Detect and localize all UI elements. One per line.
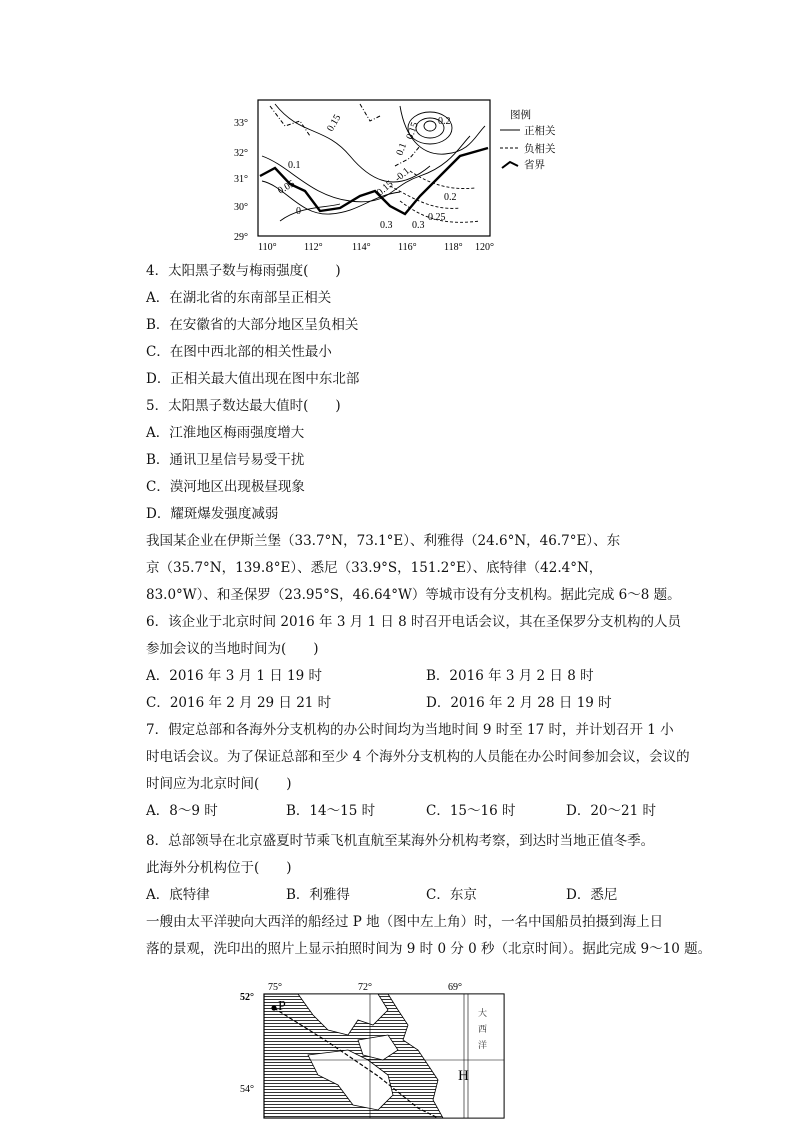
question-4-option-b: B．在安徽省的大部分地区呈负相关	[146, 317, 359, 333]
intro-6-8-line: 83.0°W）、和圣保罗（23.95°S，46.64°W）等城市设有分支机构。据此完成 6～8 题。	[146, 587, 681, 603]
legend-title: 图例	[510, 109, 531, 121]
question-5-option-b: B．通讯卫星信号易受干扰	[146, 452, 305, 468]
question-4-stem: 4．太阳黑子数与梅雨强度( )	[146, 263, 341, 279]
lat-tick: 30°	[234, 202, 248, 213]
lat-tick: 29°	[234, 232, 248, 243]
contour-label: 0.05	[276, 178, 297, 197]
contour-label: 0.3	[412, 220, 425, 231]
lat-tick: 31°	[234, 174, 248, 185]
contour-label: 0.25	[428, 212, 446, 223]
question-7-stem: 时电话会议。为了保证总部和至少 4 个海外分支机构的人员能在办公时间参加会议，会议的	[146, 749, 690, 765]
lon-tick: 114°	[352, 242, 371, 253]
legend-border-swatch	[502, 162, 518, 168]
strait-map	[238, 980, 514, 1120]
correlation-map	[230, 96, 570, 256]
question-6-option-a: A．2016 年 3 月 1 日 19 时	[146, 668, 323, 684]
question-6-stem: 参加会议的当地时间为( )	[146, 641, 319, 657]
question-8-stem: 8．总部领导在北京盛夏时节乘飞机直航至某海外分机构考察，到达时当地正值冬季。	[146, 833, 655, 849]
point-p-label: P	[278, 999, 286, 1014]
question-5-option-d: D．耀斑爆发强度减弱	[146, 506, 279, 522]
ocean-label: 大	[478, 1009, 488, 1019]
question-4-option-d: D．正相关最大值出现在图中东北部	[146, 371, 360, 387]
lon-tick: 72°	[358, 982, 372, 993]
contour-label: 0.2	[438, 116, 451, 127]
contour-label: 0.3	[380, 220, 393, 231]
contour-label: 0.15	[404, 120, 421, 142]
high-pressure-label: H	[458, 1068, 469, 1084]
point-p-marker	[271, 1005, 276, 1010]
lat-tick: 33°	[234, 118, 248, 129]
ocean-label: 西	[478, 1025, 488, 1035]
intro-6-8-line: 京（35.7°N，139.8°E）、悉尼（33.9°S，151.2°E）、底特律（42.4°N，	[146, 560, 603, 576]
question-8-option-d: D．悉尼	[566, 887, 618, 903]
contour-label: 0.2	[444, 192, 457, 203]
contour-label: 0.1	[288, 160, 301, 171]
ocean-label: 洋	[478, 1041, 488, 1051]
lat-tick: 52°	[240, 992, 254, 1003]
question-6-option-c: C．2016 年 2 月 29 日 21 时	[146, 695, 332, 711]
question-6-stem: 6．该企业于北京时间 2016 年 3 月 1 日 8 时召开电话会议，其在圣保罗分支机构的人员	[146, 614, 682, 630]
intro-9-10-line: 一艘由太平洋驶向大西洋的船经过 P 地（图中左上角）时，一名中国船员拍摄到海上日	[146, 914, 664, 930]
lon-tick: 75°	[268, 982, 282, 993]
contour-label: 0.1	[394, 141, 410, 158]
lat-tick: 32°	[234, 148, 248, 159]
legend-positive: 正相关	[524, 125, 556, 137]
question-7-option-d: D．20～21 时	[566, 803, 656, 819]
question-5-option-a: A．江淮地区梅雨强度增大	[146, 425, 305, 441]
contour-label: 0.15	[325, 112, 344, 134]
question-7-stem: 时间应为北京时间( )	[146, 776, 292, 792]
lon-tick: 69°	[448, 982, 462, 993]
question-7-option-b: B．14～15 时	[286, 803, 376, 819]
question-4-option-a: A．在湖北省的东南部呈正相关	[146, 290, 332, 306]
question-7-option-a: A．8～9 时	[146, 803, 218, 819]
lon-tick: 120°	[475, 242, 494, 253]
question-5-option-c: C．漠河地区出现极昼现象	[146, 479, 305, 495]
intro-6-8-line: 我国某企业在伊斯兰堡（33.7°N，73.1°E）、利雅得（24.6°N，46.7°E）、东	[146, 533, 621, 549]
contour-label: 0.15	[374, 178, 396, 199]
legend-border: 省界	[524, 159, 545, 171]
contour-label: -0.1	[392, 165, 413, 185]
question-6-option-b: B．2016 年 3 月 2 日 8 时	[426, 668, 594, 684]
question-8-option-b: B．利雅得	[286, 887, 350, 903]
question-7-option-c: C．15～16 时	[426, 803, 516, 819]
lon-tick: 118°	[444, 242, 463, 253]
lon-tick: 112°	[304, 242, 323, 253]
contour-label: 0	[296, 206, 301, 217]
question-5-stem: 5．太阳黑子数达最大值时( )	[146, 398, 341, 414]
question-7-stem: 7．假定总部和各海外分支机构的办公时间均为当地时间 9 时至 17 时，并计划召开 1 小	[146, 722, 674, 738]
question-8-option-c: C．东京	[426, 887, 477, 903]
question-4-option-c: C．在图中西北部的相关性最小	[146, 344, 332, 360]
question-6-option-d: D．2016 年 2 月 28 日 19 时	[426, 695, 612, 711]
lat-tick: 54°	[240, 1084, 254, 1095]
question-8-option-a: A．底特律	[146, 887, 210, 903]
question-8-stem: 此海外分机构位于( )	[146, 860, 292, 876]
intro-9-10-line: 落的景观，洗印出的照片上显示拍照时间为 9 时 0 分 0 秒（北京时间）。据此完成 9～10 题。	[146, 941, 712, 957]
strait-map-figure	[238, 980, 514, 1120]
lon-tick: 110°	[258, 242, 277, 253]
lon-tick: 116°	[398, 242, 417, 253]
legend-negative: 负相关	[524, 143, 556, 155]
correlation-map-figure	[230, 96, 570, 256]
